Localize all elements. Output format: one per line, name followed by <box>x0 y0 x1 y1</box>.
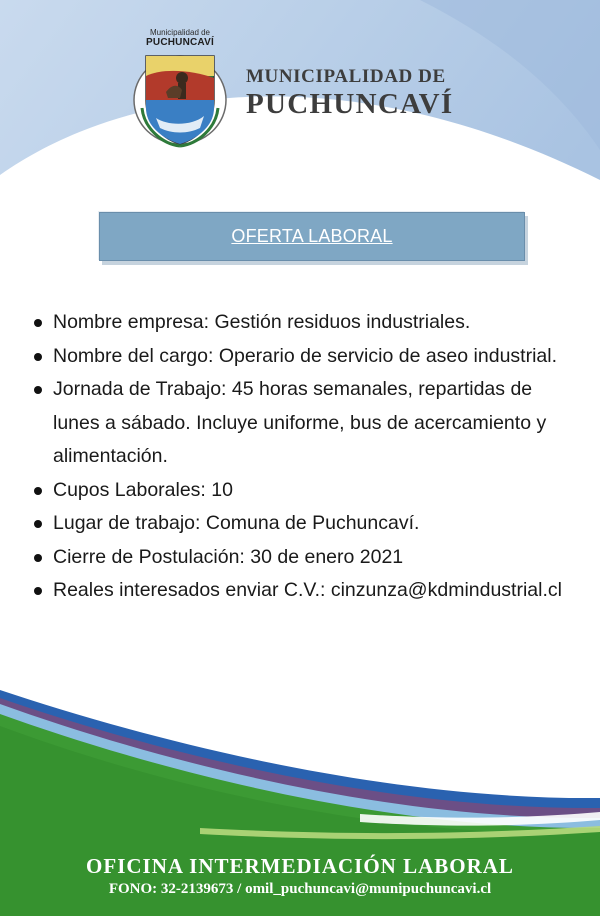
bullet-icon <box>34 554 42 562</box>
list-item-text: Cierre de Postulación: 30 de enero 2021 <box>53 545 404 568</box>
bullet-icon <box>34 386 42 394</box>
offer-details-list <box>32 306 572 608</box>
list-item-text: Nombre empresa: Gestión residuos industriales. <box>53 311 471 333</box>
list-item-text: Lugar de trabajo: Comuna de Puchuncaví. <box>53 512 420 534</box>
brand-line-2: PUCHUNCAVÍ <box>246 88 454 120</box>
bullet-icon <box>34 487 42 495</box>
offer-title-box <box>99 212 525 261</box>
brand-line-1: MUNICIPALIDAD DE <box>246 66 446 87</box>
list-item <box>32 340 572 374</box>
list-item <box>32 306 572 340</box>
municipality-logo <box>132 26 228 148</box>
bullet-icon <box>34 319 42 327</box>
list-item <box>32 541 572 575</box>
list-item-text: Nombre del cargo: Operario de servicio de aseo industrial. <box>53 344 558 367</box>
brand-name <box>246 66 466 120</box>
bullet-icon <box>34 587 42 595</box>
office-contact: FONO: 32-2139673 / omil_puchuncavi@munipuchuncavi.cl <box>108 881 492 897</box>
list-item-text: Cupos Laborales: 10 <box>53 478 233 501</box>
offer-title: OFERTA LABORAL <box>231 226 393 246</box>
bullet-icon <box>34 520 42 528</box>
bullet-icon <box>34 353 42 361</box>
list-item-text: Jornada de Trabajo: 45 horas semanales, repartidas de lunes a sábado. Incluye uniforme, bus de acercamiento y alimentación. <box>53 378 547 467</box>
office-name: OFICINA INTERMEDIACIÓN LABORAL <box>86 854 514 878</box>
list-item-text: Reales interesados enviar C.V.: cinzunza@kdmindustrial.cl <box>53 579 562 601</box>
logo-caption: Municipalidad de PUCHUNCAVÍ <box>146 28 214 48</box>
list-item <box>32 474 572 508</box>
list-item <box>32 507 572 541</box>
coat-of-arms-icon <box>132 48 228 148</box>
list-item <box>32 373 572 474</box>
list-item <box>32 574 572 608</box>
top-background-wave <box>0 0 600 320</box>
